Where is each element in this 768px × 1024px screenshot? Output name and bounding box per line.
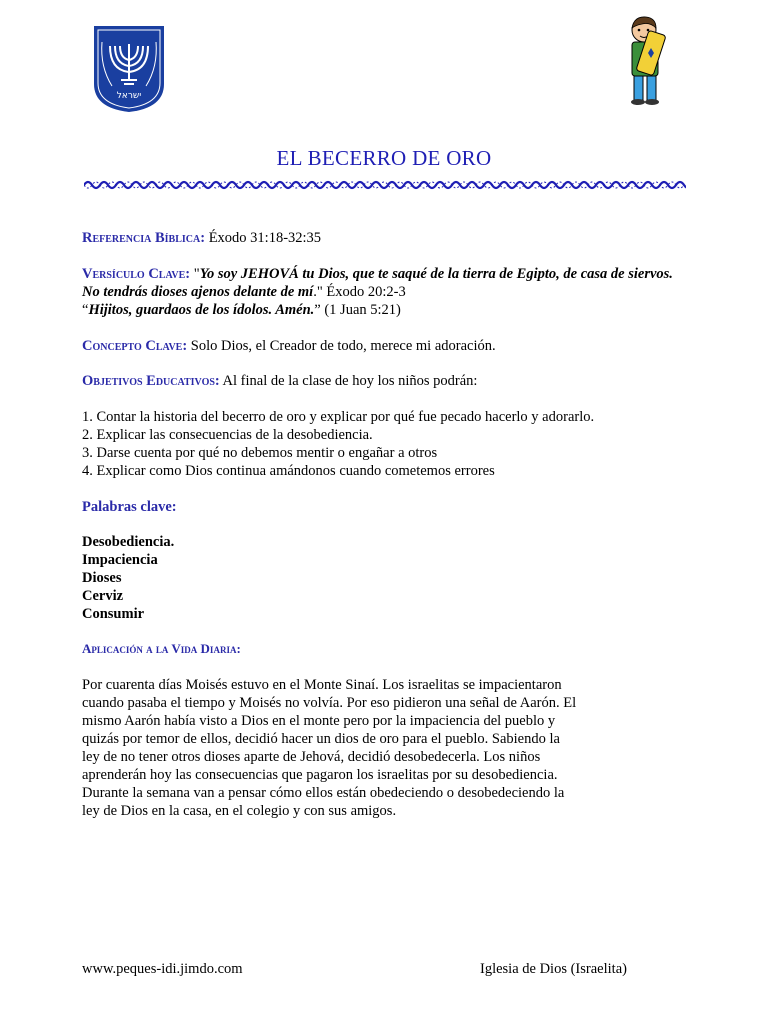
menorah-emblem-icon bbox=[90, 22, 168, 114]
palabra-item: Cerviz bbox=[82, 588, 124, 604]
palabra-item: Impaciencia bbox=[82, 552, 158, 568]
palabras-list bbox=[82, 533, 682, 623]
aplicacion-line: ley de no tener otros dioses aparte de Jehová, decidió desobedecerla. Los niños bbox=[82, 749, 541, 765]
footer-website: www.peques-idi.jimdo.com bbox=[82, 961, 243, 977]
palabra-item: Desobediencia. bbox=[82, 534, 175, 550]
aplicacion-paragraph bbox=[82, 676, 612, 820]
referencia-section bbox=[82, 229, 682, 247]
palabra-item: Dioses bbox=[82, 570, 122, 586]
concepto-text: Solo Dios, el Creador de todo, merece mi adoración. bbox=[187, 338, 496, 354]
page-title: EL BECERRO DE ORO bbox=[276, 146, 492, 170]
objetivo-item: 1. Contar la historia del becerro de oro y explicar por qué fue pecado hacerlo y adorarlo. bbox=[82, 409, 595, 425]
versiculo-ref: ." Éxodo 20:2-3 bbox=[313, 284, 406, 300]
objetivos-text: Al final de la clase de hoy los niños podrán: bbox=[219, 373, 478, 389]
emblem-text: ישראל bbox=[116, 91, 142, 101]
aplicacion-line: Durante la semana van a pensar cómo ellos están obedeciendo o desobedeciendo la bbox=[82, 785, 565, 801]
concepto-label: Concepto Clave: bbox=[82, 338, 188, 354]
referencia-label: Referencia Bíblica: bbox=[82, 230, 206, 246]
palabra-item: Consumir bbox=[82, 606, 145, 622]
concepto-section bbox=[82, 337, 682, 355]
aplicacion-label: Aplicación a la Vida Diaria: bbox=[82, 641, 241, 656]
objetivos-section bbox=[82, 372, 682, 390]
aplicacion-line: cuando pasaba el tiempo y Moisés no volvía. Por eso pidieron una señal de Aarón. El bbox=[82, 695, 577, 711]
palabras-section bbox=[82, 498, 682, 516]
aplicacion-section bbox=[82, 640, 682, 658]
aplicacion-line: Por cuarenta días Moisés estuvo en el Monte Sinaí. Los israelitas se impacientaron bbox=[82, 677, 562, 693]
aplicacion-line: aprenderán hoy las consecuencias que pagaron los israelitas por su desobediencia. bbox=[82, 767, 558, 783]
decorative-divider bbox=[84, 180, 686, 190]
versiculo-quote: Yo soy JEHOVÁ tu Dios, que te saqué de la tierra de Egipto, de casa de siervos. No tendrás dioses ajenos delante de mí bbox=[82, 266, 673, 300]
versiculo-section bbox=[82, 265, 682, 319]
objetivo-item: 4. Explicar como Dios continua amándonos cuando cometemos errores bbox=[82, 463, 495, 479]
versiculo-quote-open: " bbox=[190, 266, 200, 282]
objetivos-label: Objetivos Educativos: bbox=[82, 373, 220, 389]
aplicacion-line: quizás por temor de ellos, decidió hacer un dios de oro para el pueblo. Sabiendo la bbox=[82, 731, 560, 747]
child-with-torah-scroll-icon bbox=[618, 12, 678, 108]
objetivo-item: 3. Darse cuenta por qué no debemos mentir o engañar a otros bbox=[82, 445, 438, 461]
objetivos-list bbox=[82, 408, 682, 480]
versiculo-quote2-open: “ bbox=[82, 302, 89, 318]
versiculo-label: Versículo Clave: bbox=[82, 266, 191, 282]
objetivo-item: 2. Explicar las consecuencias de la desobediencia. bbox=[82, 427, 373, 443]
versiculo-quote2: Hijitos, guardaos de los ídolos. Amén. bbox=[88, 302, 315, 318]
aplicacion-line: mismo Aarón había visto a Dios en el monte pero por la impaciencia del pueblo y bbox=[82, 713, 556, 729]
palabras-label: Palabras clave: bbox=[82, 499, 177, 515]
referencia-text: Éxodo 31:18-32:35 bbox=[208, 230, 322, 246]
footer-church: Iglesia de Dios (Israelita) bbox=[480, 961, 627, 977]
versiculo-ref2: ” (1 Juan 5:21) bbox=[314, 302, 401, 318]
aplicacion-line: ley de Dios en la casa, en el colegio y con sus amigos. bbox=[82, 803, 397, 819]
